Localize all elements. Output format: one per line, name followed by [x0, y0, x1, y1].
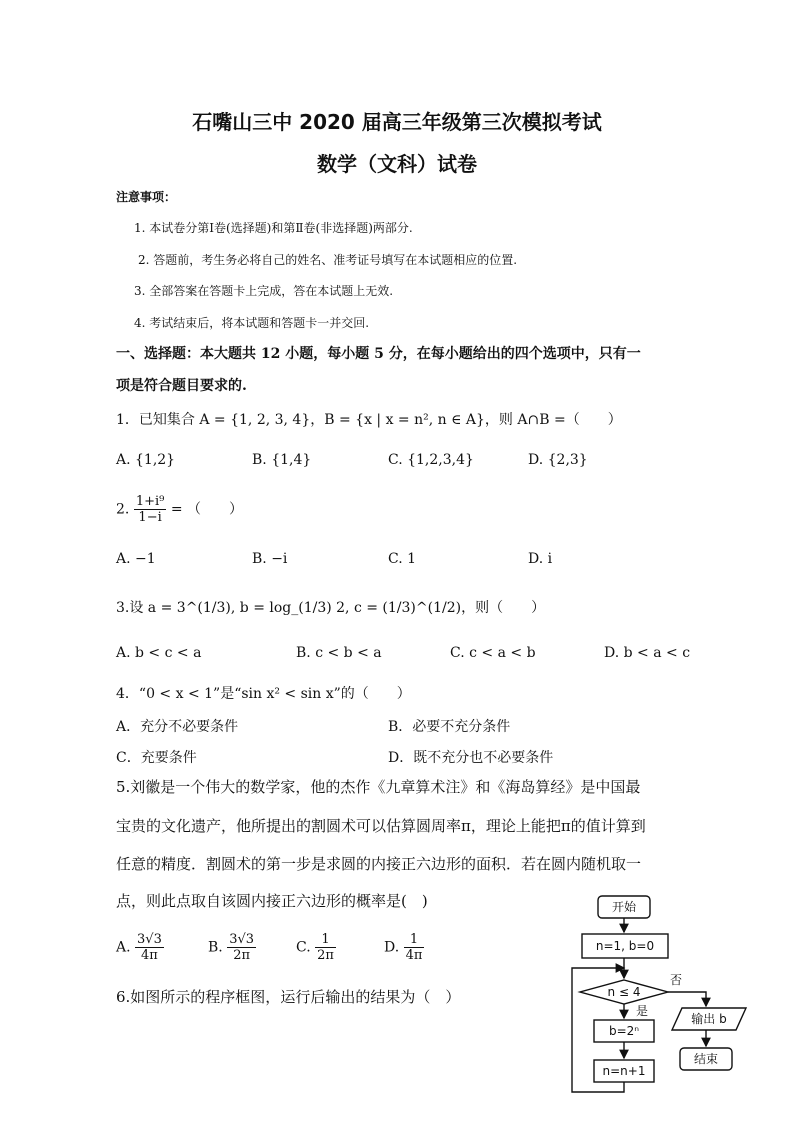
question-4-option-c: C．充要条件 [116, 750, 197, 766]
question-2-option-d: D. i [528, 551, 553, 567]
option-a-denominator: 4π [141, 948, 158, 963]
question-2-option-c: C. 1 [388, 551, 417, 567]
exam-title: 石嘴山三中 2020 届高三年级第三次模拟考试 [192, 110, 602, 134]
question-2-denominator: 1−i [138, 510, 162, 525]
question-2-option-b: B. −i [252, 551, 288, 567]
question-4-option-a: A．充分不必要条件 [116, 719, 239, 735]
notice-item-4: 4. 考试结束后，将本试题和答题卡一并交回. [134, 316, 370, 330]
question-5-option-d [384, 932, 424, 963]
question-5-option-b [208, 932, 256, 963]
question-2-stem [116, 494, 243, 525]
question-1-option-b: B. {1,4} [252, 452, 312, 468]
question-1-option-d: D. {2,3} [528, 452, 588, 468]
section-heading-line1: 一、选择题：本大题共 12 小题，每小题 5 分，在每小题给出的四个选项中，只有一 [116, 346, 641, 362]
flowchart-init-label: n=1, b=0 [595, 939, 655, 953]
question-4-stem: 4．“0 < x < 1”是“sin x² < sin x”的（ ） [116, 686, 411, 702]
question-5-option-b-fraction [227, 932, 256, 963]
option-c-denominator: 2π [317, 948, 334, 963]
question-3-option-b: B. c < b < a [296, 645, 382, 661]
question-2-tail: = （ ） [170, 501, 243, 518]
notice-item-2: 2. 答题前，考生务必将自己的姓名、准考证号填写在本试题相应的位置. [138, 253, 518, 267]
flowchart-output-label: 输出 b [691, 1012, 727, 1026]
question-5-option-c-fraction [315, 932, 336, 963]
question-5-line-3: 任意的精度．割圆术的第一步是求圆的内接正六边形的面积．若在圆内随机取一 [116, 855, 642, 873]
question-5-option-d-fraction [404, 932, 425, 963]
question-3-option-a: A. b < c < a [116, 645, 202, 661]
question-6-stem: 6.如图所示的程序框图，运行后输出的结果为（ ） [116, 988, 461, 1006]
question-5-option-a-fraction [135, 932, 164, 963]
question-5-line-1: 5.刘徽是一个伟大的数学家，他的杰作《九章算术注》和《海岛算经》是中国最 [116, 778, 641, 796]
question-1-option-c: C. {1,2,3,4} [388, 452, 474, 468]
question-3-option-c: C. c < a < b [450, 645, 536, 661]
question-5-line-4: 点，则此点取自该圆内接正六边形的概率是( ) [116, 892, 428, 910]
flowchart-end-label: 结束 [693, 1052, 719, 1066]
question-5-option-d-label: D. [384, 939, 400, 956]
question-4-option-b: B．必要不充分条件 [388, 719, 511, 735]
flowchart-assign-n-label: n=n+1 [602, 1064, 646, 1078]
option-d-denominator: 4π [405, 948, 423, 963]
option-a-numerator: 3√3 [137, 932, 162, 947]
question-2-option-a: A. −1 [116, 551, 156, 567]
notice-heading: 注意事项： [116, 190, 177, 204]
option-d-numerator: 1 [404, 932, 425, 948]
question-1-option-a: A. {1,2} [116, 452, 176, 468]
flowchart-yes-label: 是 [635, 1004, 649, 1018]
question-4-option-d: D．既不充分也不必要条件 [388, 750, 554, 766]
flowchart-no-label: 否 [669, 973, 683, 987]
question-2-number: 2. [116, 501, 130, 518]
question-3-option-d: D. b < a < c [604, 645, 691, 661]
question-5-option-c-label: C. [296, 939, 311, 956]
flowchart-assign-b-label: b=2ⁿ [608, 1024, 640, 1038]
option-b-numerator: 3√3 [229, 932, 255, 947]
question-5-option-a [116, 932, 164, 963]
option-c-numerator: 1 [315, 932, 336, 948]
notice-item-1: 1. 本试卷分第Ⅰ卷(选择题)和第Ⅱ卷(非选择题)两部分. [134, 221, 413, 235]
question-5-option-a-label: A. [116, 939, 131, 956]
question-3-stem: 3.设 a = 3^(1/3), b = log_(1/3) 2, c = (1/3)^(1/2)，则（ ） [116, 600, 546, 616]
question-5-option-c [296, 932, 336, 963]
notice-item-3: 3. 全部答案在答题卡上完成，答在本试题上无效. [134, 284, 394, 298]
flowchart-cond-label: n ≤ 4 [607, 985, 641, 999]
question-5-option-b-label: B. [208, 939, 223, 956]
question-2-fraction [134, 494, 167, 525]
flowchart-start-label: 开始 [611, 900, 637, 914]
question-5-line-2: 宝贵的文化遗产，他所提出的割圆术可以估算圆周率π，理论上能把π的值计算到 [116, 817, 646, 835]
section-heading-line2: 项是符合题目要求的. [116, 378, 247, 394]
option-b-denominator: 2π [233, 948, 251, 963]
flowchart [560, 888, 770, 1100]
exam-subtitle: 数学（文科）试卷 [317, 152, 477, 176]
question-2-numerator: 1+i⁹ [135, 494, 165, 509]
question-1-stem: 1．已知集合 A = {1, 2, 3, 4}，B = {x | x = n², n ∈ A}，则 A∩B =（ ） [116, 412, 622, 428]
